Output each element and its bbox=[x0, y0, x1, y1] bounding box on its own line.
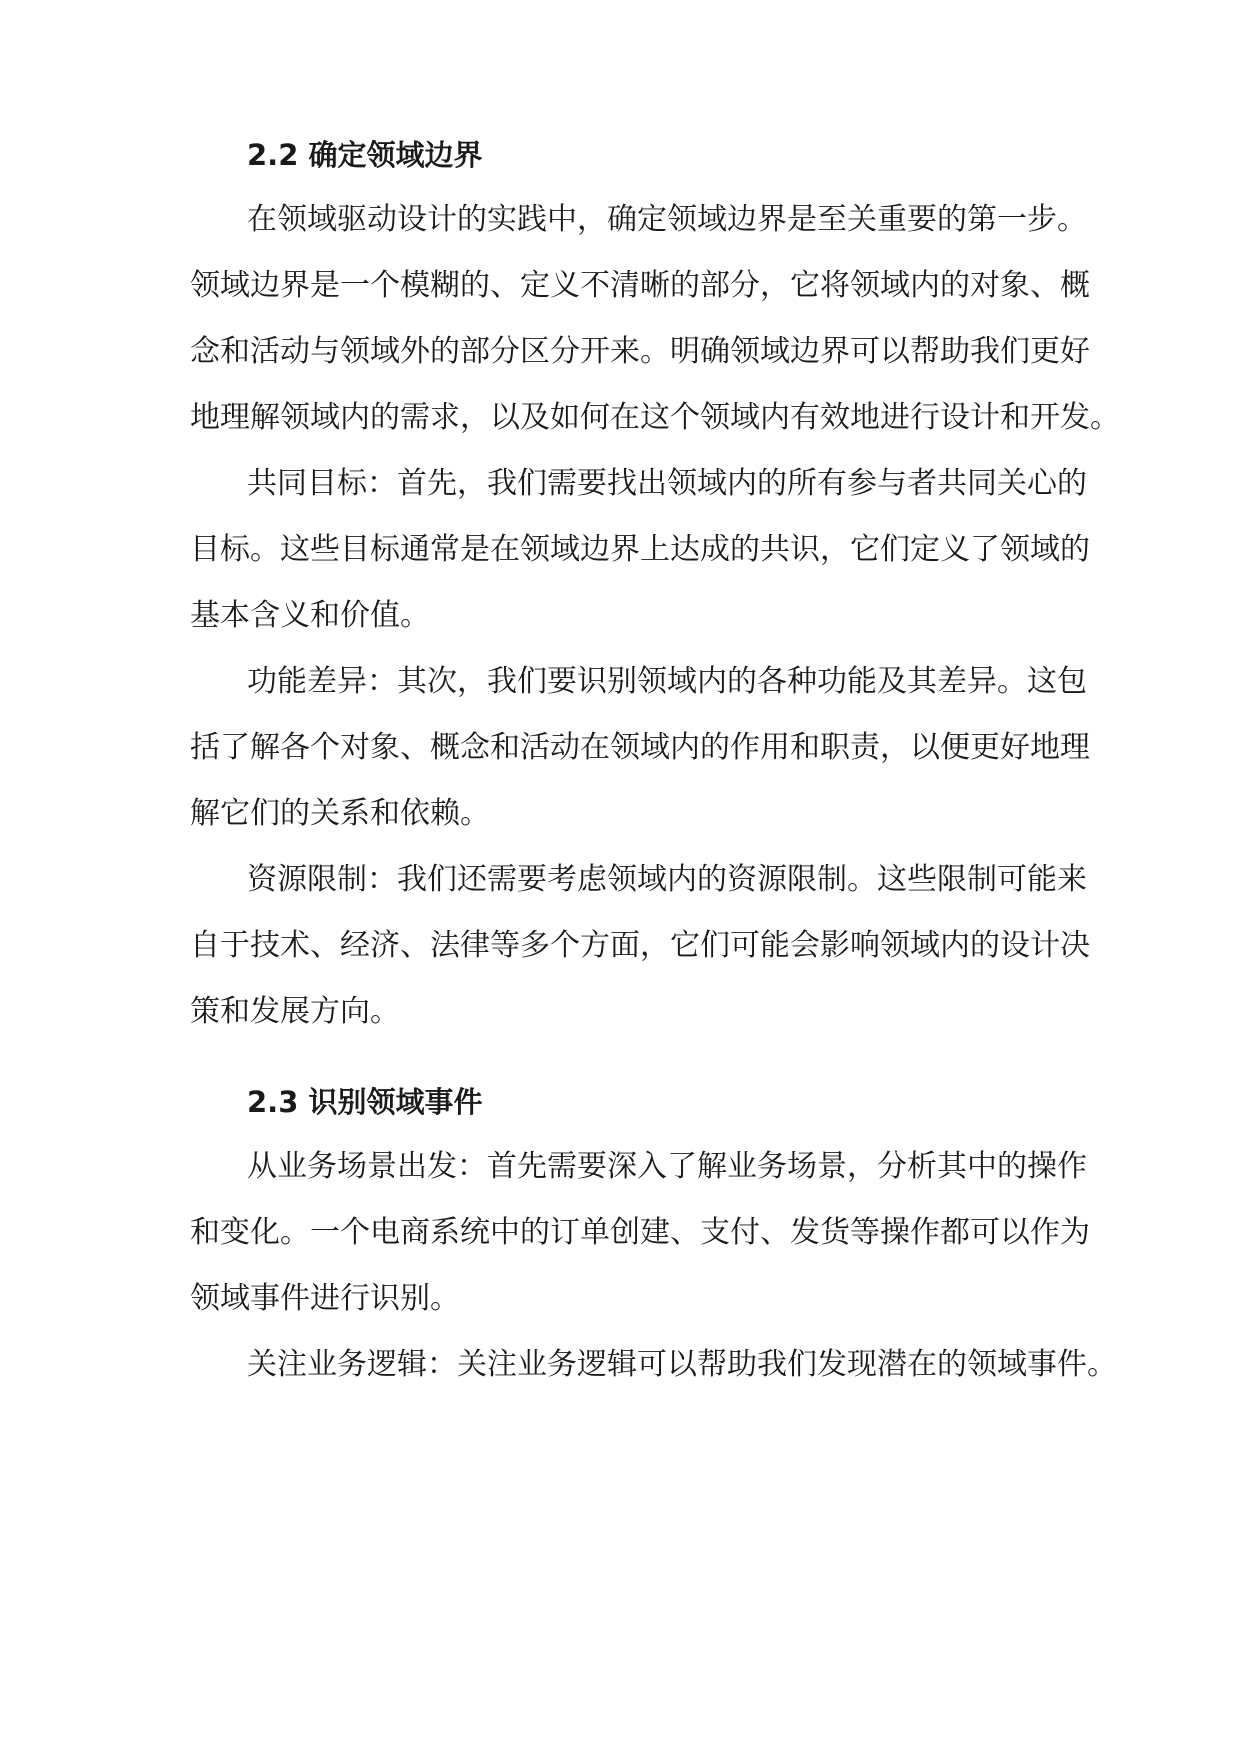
paragraph-line: 基本含义和价值。 bbox=[190, 598, 430, 633]
paragraph-line: 在领域驱动设计的实践中，确定领域边界是至关重要的第一步。 bbox=[247, 202, 1087, 237]
paragraph-line: 关注业务逻辑：关注业务逻辑可以帮助我们发现潜在的领域事件。 bbox=[247, 1347, 1117, 1382]
paragraph-line: 功能差异：其次，我们要识别领域内的各种功能及其差异。这包 bbox=[247, 664, 1087, 699]
paragraph-line: 括了解各个对象、概念和活动在领域内的作用和职责，以便更好地理 bbox=[190, 730, 1090, 765]
paragraph-line: 领域事件进行识别。 bbox=[190, 1281, 460, 1316]
paragraph-line: 和变化。一个电商系统中的订单创建、支付、发货等操作都可以作为 bbox=[190, 1215, 1090, 1250]
paragraph-line: 资源限制：我们还需要考虑领域内的资源限制。这些限制可能来 bbox=[247, 862, 1087, 897]
paragraph-line: 目标。这些目标通常是在领域边界上达成的共识，它们定义了领域的 bbox=[190, 532, 1090, 567]
paragraph-line: 念和活动与领域外的部分区分开来。明确领域边界可以帮助我们更好 bbox=[190, 334, 1090, 369]
paragraph-line: 从业务场景出发：首先需要深入了解业务场景，分析其中的操作 bbox=[247, 1149, 1087, 1184]
paragraph-line: 解它们的关系和依赖。 bbox=[190, 796, 490, 831]
paragraph-line: 自于技术、经济、法律等多个方面，它们可能会影响领域内的设计决 bbox=[190, 928, 1090, 963]
paragraph-line: 共同目标：首先，我们需要找出领域内的所有参与者共同关心的 bbox=[247, 466, 1087, 501]
section-heading: 2.2 确定领域边界 bbox=[247, 138, 483, 172]
paragraph-line: 地理解领域内的需求，以及如何在这个领域内有效地进行设计和开发。 bbox=[190, 400, 1120, 435]
section-heading: 2.3 识别领域事件 bbox=[247, 1085, 483, 1119]
paragraph-line: 领域边界是一个模糊的、定义不清晰的部分，它将领域内的对象、概 bbox=[190, 268, 1090, 303]
paragraph-line: 策和发展方向。 bbox=[190, 994, 400, 1029]
